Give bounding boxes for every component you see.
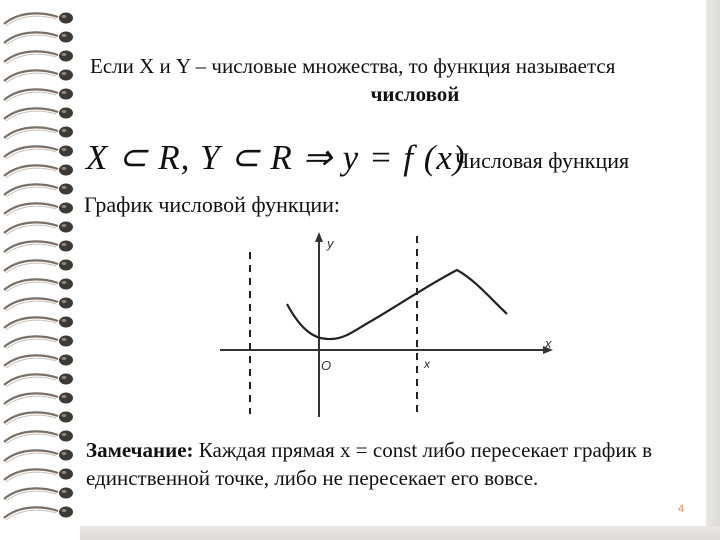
page-number: 4 (678, 503, 685, 515)
y-axis-label: y (327, 236, 334, 251)
function-graph (205, 222, 565, 422)
remark-label: Замечание: (86, 438, 194, 462)
intro-line-1: Если X и Y – числовые множества, то функция называется (90, 54, 616, 78)
origin-label: O (321, 358, 332, 373)
x-tick-label: x (424, 357, 430, 371)
remark-text: Каждая прямая x = const либо пересекает график в единственной точке, либо не пересекает его вовсе. (86, 438, 653, 490)
y-axis-arrow (315, 232, 323, 242)
intro-line-2: числовой (370, 82, 460, 106)
remark (86, 436, 696, 492)
function-formula: X ⊂ R, Y ⊂ R ⇒ y = f (x) (86, 138, 466, 177)
graph-title: График числовой функции: (84, 192, 341, 217)
page-shadow-right (706, 0, 720, 540)
spiral-binding (0, 0, 82, 540)
page-shadow-bottom (80, 526, 720, 540)
x-axis-label: x (545, 336, 552, 351)
formula-label: Числовая функция (455, 148, 630, 173)
intro-text (90, 52, 690, 108)
